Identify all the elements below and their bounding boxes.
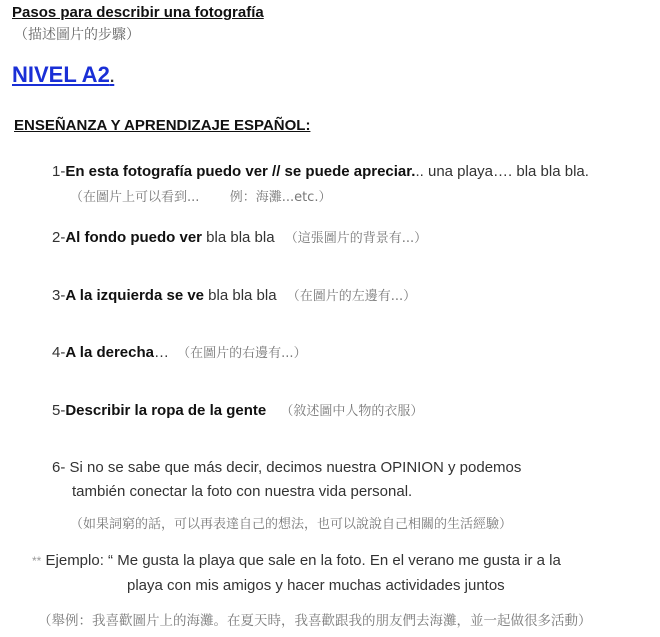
step-number: 1- [52,163,66,180]
step-translation: （敘述圖中人物的衣服） [280,404,424,419]
step-number: 5- [52,402,66,419]
step-6 [52,459,521,476]
step-bold: A la izquierda se ve [65,287,205,304]
page-subtitle-chinese: （描述圖片的步驟） [14,27,140,43]
step-bold: A la derecha [65,344,154,361]
step-bold: Describir la ropa de la gente [65,402,267,419]
step-rest: bla bla bla [202,229,275,246]
step-rest: bla bla bla [204,287,277,304]
step-number: 2- [52,229,66,246]
step-bold: Al fondo puedo ver [65,229,203,246]
step-2 [52,227,427,246]
example-translation: （舉例：我喜歡圖片上的海灘。在夏天時，我喜歡跟我的朋友們去海灘，並一起做很多活動） [38,613,592,629]
step-translation: （在圖片的右邊有...） [177,346,307,361]
step-5 [52,400,423,419]
level-suffix: . [109,69,115,86]
page-title: Pasos para describir una fotografía [12,4,264,21]
step-text-line1: Si no se sabe que más decir, decimos nuestra OPINION y podemos [65,459,522,476]
example-line2: playa con mis amigos y hacer muchas actividades juntos [127,577,505,594]
example-text: Ejemplo: “ Me gusta la playa que sale en la foto. En el verano me gusta ir a la [41,552,561,569]
step-6-translation: （如果詞窮的話，可以再表達自己的想法，也可以說說自己相關的生活經驗） [70,517,513,532]
example-asterisks: ** [32,554,42,568]
step-6-line2: también conectar la foto con nuestra vida personal. [72,483,413,500]
section-title: ENSEÑANZA Y APRENDIZAJE ESPAÑOL: [14,117,311,134]
step-rest: .. una playa…. bla bla bla. [415,163,589,180]
step-bold: En esta fotografía puedo ver // se puede apreciar. [65,163,416,180]
step-number: 6- [52,459,66,476]
step-1-translation [70,186,331,205]
step-translation-example: 例：海灘...etc.） [229,190,332,205]
step-translation: （這張圖片的背景有...） [284,231,428,246]
step-number: 4- [52,344,66,361]
step-number: 3- [52,287,66,304]
level-link[interactable] [12,62,114,88]
step-4 [52,342,307,361]
step-rest: … [154,344,169,361]
step-translation: （在圖片的左邊有...） [286,289,417,304]
example-line1 [32,552,561,569]
step-1 [52,163,589,180]
step-3 [52,285,416,304]
step-translation-main: （在圖片上可以看到... [70,190,200,205]
level-label[interactable]: NIVEL A2 [12,62,110,87]
